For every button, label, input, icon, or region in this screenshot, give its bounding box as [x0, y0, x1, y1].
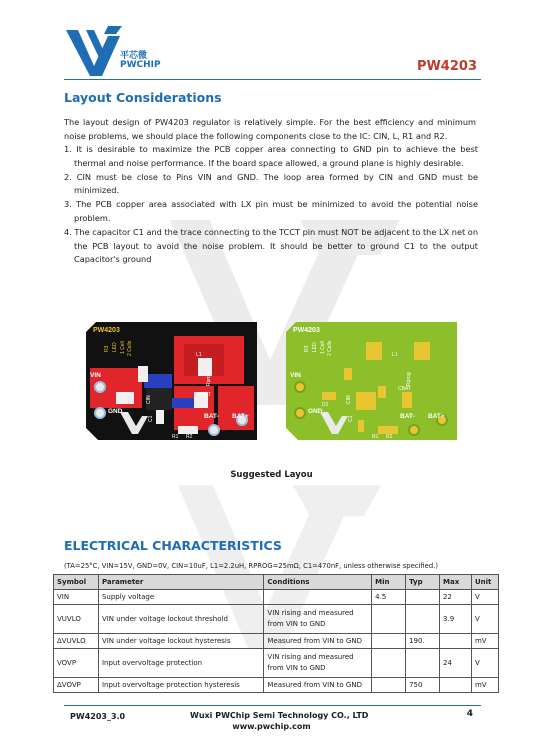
table-row	[54, 649, 499, 678]
max-cell	[440, 634, 472, 649]
column-header: Parameter	[98, 575, 263, 590]
pcb-batp-label: BAT+	[428, 413, 445, 420]
list-item: 3. The PCB copper area associated with LX pin must be minimized to avoid the potential noise problem.	[64, 199, 478, 223]
logo-english-name: PWCHIP	[120, 60, 161, 70]
pcb-d1-label: D1	[122, 398, 129, 404]
symbol-cell: VIN	[54, 590, 99, 605]
max-cell: 24	[440, 649, 472, 678]
parameter-cell: VIN under voltage lockout threshold	[98, 605, 263, 634]
pcb-rprog-label: Rprog	[406, 372, 412, 386]
header-divider	[64, 79, 481, 80]
max-cell	[440, 678, 472, 693]
column-header: Typ	[406, 575, 440, 590]
column-header: Min	[372, 575, 406, 590]
layout-guideline-list	[64, 143, 478, 267]
max-cell: 22	[440, 590, 472, 605]
page-number: 4	[466, 709, 473, 719]
pcb-batm-label: BAT-	[204, 413, 219, 420]
pcb-vin-label: VIN	[90, 372, 101, 379]
typ-cell: 190.	[406, 634, 440, 649]
document-revision: PW4203_3.0	[70, 712, 126, 721]
footer-divider	[64, 705, 481, 706]
pcb-cell2-label: 2 Cells	[127, 340, 133, 356]
symbol-cell: VOVP	[54, 649, 99, 678]
table-row	[54, 678, 499, 693]
pcb-layout-top-copper	[86, 322, 257, 440]
conditions-cell: VIN rising and measured from VIN to GND	[264, 649, 372, 678]
conditions-cell: Measured from VIN to GND	[264, 634, 372, 649]
table-row	[54, 590, 499, 605]
electrical-section-title: ELECTRICAL CHARACTERISTICS	[64, 538, 282, 553]
pcb-layout-solder-mask	[286, 322, 457, 440]
pcb-c1-label: C1	[348, 415, 354, 422]
layout-intro-paragraph: The layout design of PW4203 regulator is relatively simple. For the best efficiency and minimum noise problems, we should place the following components close to the IC: CIN, L, R1 and R2.	[64, 117, 476, 141]
document-id: PW4203	[416, 59, 477, 74]
list-item: 1. It is desirable to maximize the PCB copper area connecting to GND pin to achieve the best thermal and noise performance. If the board space allowed, a ground plane is highly desirable.	[64, 144, 478, 168]
pcb-r3-label: R3	[304, 345, 310, 352]
pcb-cbat-label: CBAT	[398, 386, 411, 392]
pcb-r2-label: R2	[186, 434, 193, 440]
table-row	[54, 634, 499, 649]
symbol-cell: ΔVOVP	[54, 678, 99, 693]
typ-cell	[406, 590, 440, 605]
company-name: Wuxi PWChip Semi Technology CO., LTD	[190, 711, 369, 720]
symbol-cell: VUVLO	[54, 605, 99, 634]
table-header-row	[54, 575, 499, 590]
unit-cell: mV	[471, 678, 498, 693]
column-header: Conditions	[264, 575, 372, 590]
logo-chinese-name: 平芯微	[120, 51, 148, 61]
pcb-r1-label: R1	[372, 434, 379, 440]
min-cell: 4.5	[372, 590, 406, 605]
pcb-gnd-label: GND	[308, 408, 323, 415]
parameter-cell: Input overvoltage protection hysteresis	[98, 678, 263, 693]
conditions-cell	[264, 590, 372, 605]
unit-cell: V	[471, 649, 498, 678]
pcb-gnd-label: GND	[108, 408, 123, 415]
pcb-r2-label: R2	[386, 434, 393, 440]
layout-section-title: Layout Considerations	[64, 90, 222, 105]
pcb-cin-label: CIN	[346, 395, 352, 404]
figure-caption: Suggested Layou	[230, 470, 313, 480]
pcb-r1-label: R1	[172, 434, 179, 440]
parameter-cell: Supply voltage	[98, 590, 263, 605]
pcb-title-label: PW4203	[293, 327, 320, 334]
unit-cell: V	[471, 590, 498, 605]
pcb-rprog-label: Rprog	[206, 372, 212, 386]
pcb-r3-label: R3	[104, 345, 110, 352]
conditions-cell: VIN rising and measured from VIN to GND	[264, 605, 372, 634]
column-header: Max	[440, 575, 472, 590]
min-cell	[372, 649, 406, 678]
list-item: 4. The capacitor C1 and the trace connecting to the TCCT pin must NOT be adjacent to the LX net on the PCB layout to avoid the noise problem. It should be better to ground C1 to the output Capacitor's ground	[64, 226, 479, 265]
pcb-l1-label: L1	[196, 352, 202, 358]
typ-cell	[406, 605, 440, 634]
unit-cell: V	[471, 605, 498, 634]
parameter-cell: Input overvoltage protection	[98, 649, 263, 678]
min-cell	[372, 678, 406, 693]
table-row	[54, 605, 499, 634]
pcb-cell1-label: 1 Cell	[120, 341, 126, 354]
pcb-cell2-label: 2 Cells	[327, 340, 333, 356]
pcb-cell1-label: 1 Cell	[320, 341, 326, 354]
pcb-batp-label: BAT+	[232, 413, 249, 420]
pcb-c1-label: C1	[148, 415, 154, 422]
test-conditions-note: (TA=25°C, VIN=15V, GND=0V, CIN=10uF, L1=2.2uH, RPROG=25mΩ, C1=470nF, unless otherwise specified.)	[64, 562, 438, 570]
electrical-characteristics-table	[53, 574, 499, 693]
parameter-cell: VIN under voltage lockout hysteresis	[98, 634, 263, 649]
pcb-l1-label: L1	[392, 352, 398, 358]
pcb-batm-label: BAT-	[400, 413, 415, 420]
typ-cell	[406, 649, 440, 678]
symbol-cell: ΔVUVLO	[54, 634, 99, 649]
pcb-led-label: LED	[112, 342, 118, 352]
conditions-cell: Measured from VIN to GND	[264, 678, 372, 693]
column-header: Symbol	[54, 575, 99, 590]
max-cell: 3.9	[440, 605, 472, 634]
pcb-d1-label: D1	[322, 402, 329, 408]
min-cell	[372, 634, 406, 649]
column-header: Unit	[471, 575, 498, 590]
min-cell	[372, 605, 406, 634]
pcb-title-label: PW4203	[93, 327, 120, 334]
pcb-cbat-label: CBAT	[198, 392, 211, 398]
pcb-vin-label: VIN	[290, 372, 301, 379]
unit-cell: mV	[471, 634, 498, 649]
pcb-led-label: LED	[312, 342, 318, 352]
list-item: 2. CIN must be close to Pins VIN and GND. The loop area formed by CIN and GND must be minimized.	[64, 171, 478, 196]
pcb-cin-label: CIN	[146, 395, 152, 404]
company-website: www.pwchip.com	[232, 722, 311, 731]
typ-cell: 750	[406, 678, 440, 693]
